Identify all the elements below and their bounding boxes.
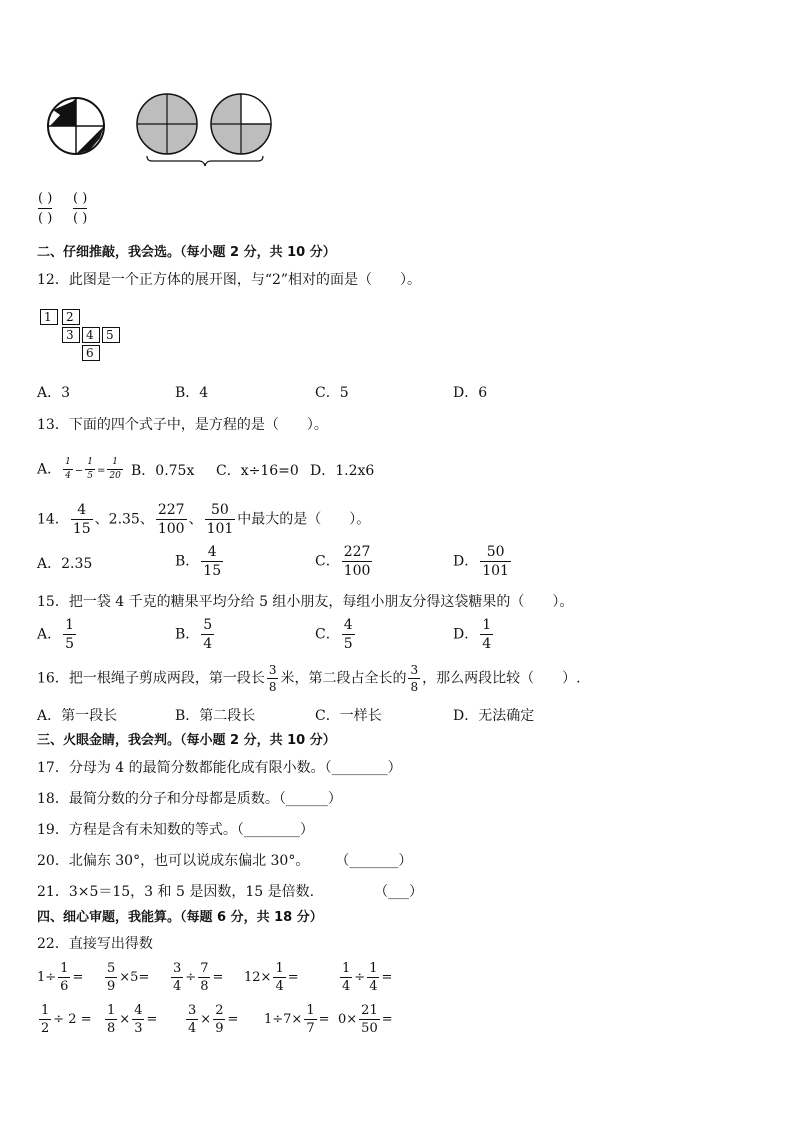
shaded-circle-three-quarters [211,94,271,154]
shaded-circle-full [137,94,197,154]
q19-answer-blank[interactable]: （________） [236,822,314,838]
q13-option-c[interactable]: C．x÷16=0 [216,463,299,479]
q22-text: 22．直接写出得数 [37,936,153,952]
q15-text: 15．把一袋 4 千克的糖果平均分给 5 组小朋友，每组小朋友分得这袋糖果的（ ）。 [37,594,574,610]
net-cell-3: 3 [62,327,80,343]
calc-r1-c1[interactable]: 1÷ $\frac{1}{6}$ = [37,961,84,994]
q15-option-a[interactable]: A． $\frac{1}{5}$ [37,617,75,652]
q17-answer-blank[interactable]: （________） [324,760,402,776]
q14-text: 14． $\frac{4}{15}$ 、2.35、 $\frac{227}{100}$ 、 $\frac{50}{101}$ 中最大的是（ ）。 [37,502,371,537]
q17: 17．分母为 4 的最简分数都能化成有限小数。（________） [37,760,402,776]
answer-fraction-1[interactable]: ( ) ( ) [38,191,53,226]
q13-option-a[interactable]: A． $\frac{1}{4}$ − $\frac{1}{5}$ = $\frac{1}{20}$ [37,457,121,481]
brace [147,156,263,166]
calc-r1-c2[interactable]: $\frac{5}{9}$ ×5= [107,961,150,994]
calc-r2-c2[interactable]: $\frac{1}{8}$ × $\frac{4}{3}$ = [107,1003,158,1036]
q16-option-a[interactable]: A．第一段长 [37,708,118,724]
calc-r2-c4[interactable]: 1÷7× $\frac{1}{7}$ = [264,1003,330,1036]
answer-fraction-2[interactable]: ( ) ( ) [73,191,88,226]
q15-option-d[interactable]: D． $\frac{1}{4}$ [453,617,492,652]
calc-r2-c5[interactable]: 0× $\frac{21}{50}$ = [338,1003,393,1036]
fraction-figures [40,88,280,170]
q15-option-b[interactable]: B． $\frac{5}{4}$ [175,617,213,652]
q19: 19．方程是含有未知数的等式。（________） [37,822,314,838]
q16-option-b[interactable]: B．第二段长 [175,708,256,724]
section2-heading: 二、仔细推敲，我会选。（每小题 2 分，共 10 分） [37,245,336,260]
q21: 21．3×5＝15，3 和 5 是因数，15 是倍数. （___） [37,884,424,900]
q12-option-b[interactable]: B．4 [175,385,209,401]
net-cell-1: 1 [40,309,58,325]
calc-r2-c1[interactable]: $\frac{1}{2}$ ÷ 2 = [41,1003,92,1036]
q20-answer-blank[interactable]: （_______） [335,853,413,869]
net-cell-4: 4 [82,327,100,343]
calc-r2-c3[interactable]: $\frac{3}{4}$ × $\frac{2}{9}$ = [188,1003,239,1036]
q16-text: 16．把一根绳子剪成两段，第一段长 $\frac{3}{8}$ 米，第二段占全长的 $\frac{3}{8}$ ，那么两段比较（ ）. [37,663,581,694]
q12-text: 12．此图是一个正方体的展开图，与“2”相对的面是（ ）。 [37,272,422,288]
calc-r1-c5[interactable]: $\frac{1}{4}$ ÷ $\frac{1}{4}$ = [342,961,393,994]
q12-option-a[interactable]: A．3 [37,385,71,401]
q12-option-c[interactable]: C．5 [315,385,349,401]
q13-option-d[interactable]: D．1.2x6 [310,463,375,479]
calc-r1-c3[interactable]: $\frac{3}{4}$ ÷ $\frac{7}{8}$ = [173,961,224,994]
q13-text: 13．下面的四个式子中，是方程的是（ ）。 [37,417,328,433]
section3-heading: 三、火眼金睛，我会判。（每小题 2 分，共 10 分） [37,733,336,748]
q16-option-c[interactable]: C．一样长 [315,708,382,724]
quarter-circle-figure [48,98,104,154]
q12-option-d[interactable]: D．6 [453,385,488,401]
q16-option-d[interactable]: D．无法确定 [453,708,535,724]
section4-heading: 四、细心审题，我能算。（每题 6 分，共 18 分） [37,910,323,925]
calc-r1-c4[interactable]: 12× $\frac{1}{4}$ = [244,961,299,994]
q14-option-b[interactable]: B． $\frac{4}{15}$ [175,544,222,579]
q15-option-c[interactable]: C． $\frac{4}{5}$ [315,617,353,652]
q14-option-c[interactable]: C． $\frac{227}{100}$ [315,544,371,579]
net-cell-5: 5 [102,327,120,343]
q21-answer-blank[interactable]: （___） [374,884,424,900]
q14-option-a[interactable]: A．2.35 [37,556,93,572]
q13-option-b[interactable]: B．0.75x [131,463,195,479]
q18-answer-blank[interactable]: （______） [278,791,342,807]
q18: 18．最简分数的分子和分母都是质数。（______） [37,791,342,807]
q20: 20．北偏东 30°，也可以说成东偏北 30°。 （_______） [37,853,413,869]
net-cell-6: 6 [82,345,100,361]
net-cell-2: 2 [62,309,80,325]
q14-option-d[interactable]: D． $\frac{50}{101}$ [453,544,509,579]
